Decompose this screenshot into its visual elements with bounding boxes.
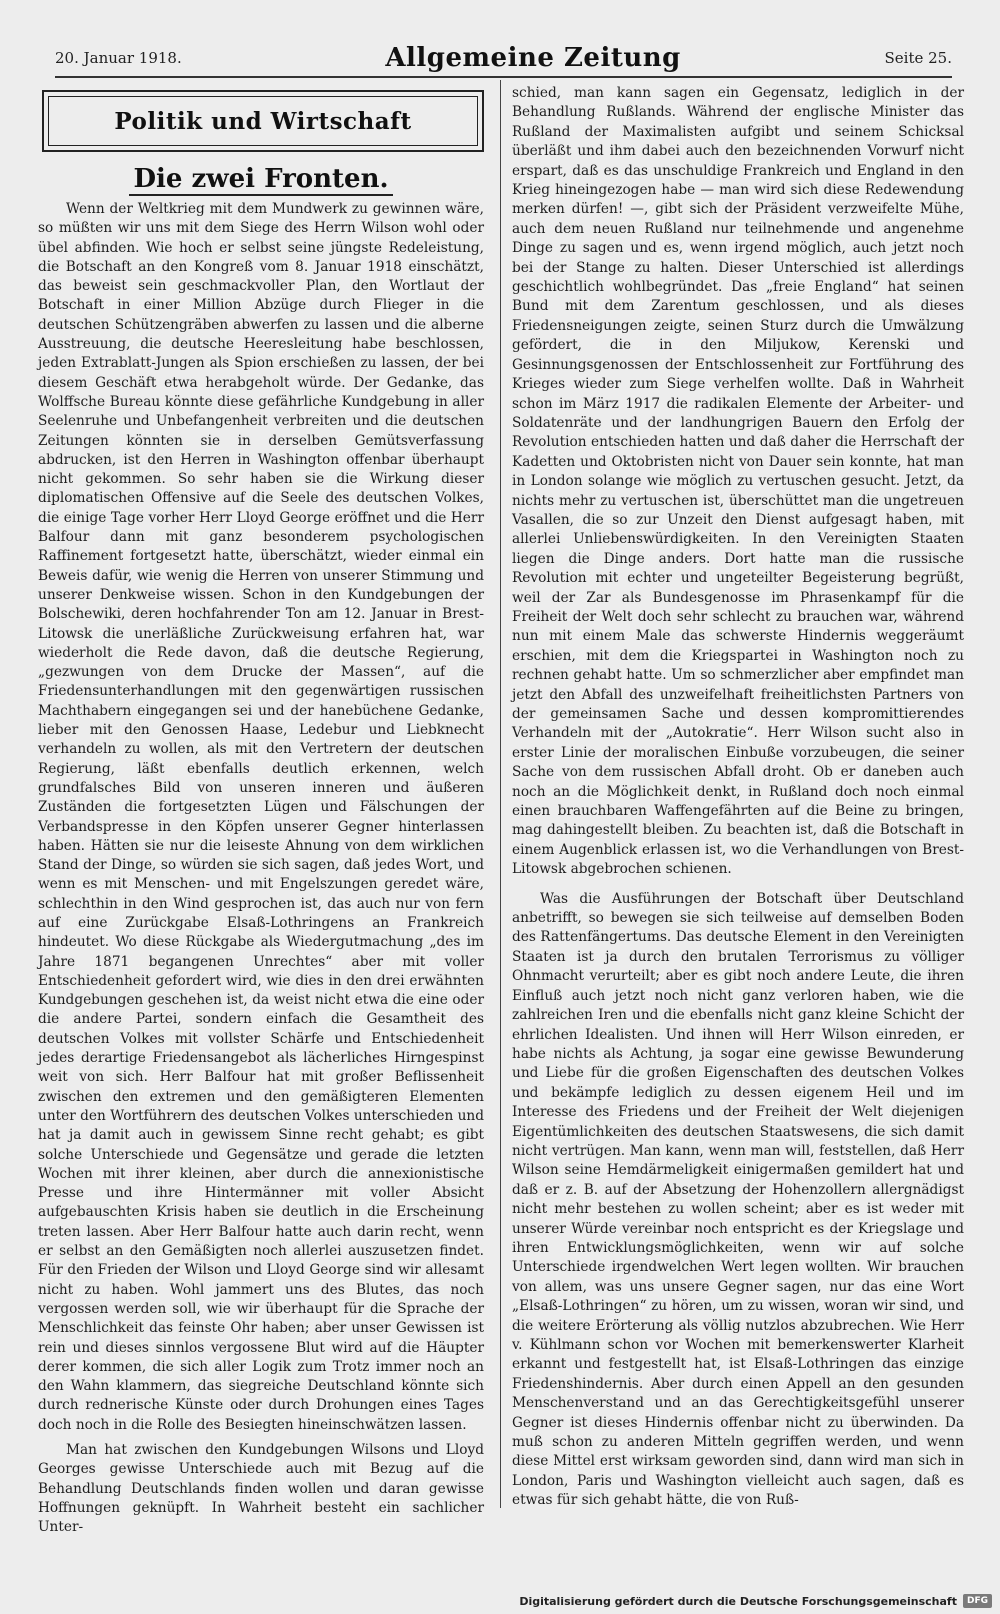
right-column xyxy=(512,84,964,1508)
left-column xyxy=(38,84,485,1536)
running-head xyxy=(55,40,952,78)
section-header-box xyxy=(42,90,484,152)
article-paragraph: Wenn der Weltkrieg mit dem Mundwerk zu gewinnen wäre, so müßten wir uns mit dem Siege des Herrn Wilson wohl oder übel abfinden. Wie hoch er selbst seine jüngste Redeleistung, die Botschaft an den Kongreß vom 8. Januar 1918 einschätzt, das beweist sein geschmackvoller Plan, den Wortlaut der Botschaft in einer Million Abzüge durch Flieger in die deutschen Schützengräben abwerfen zu lassen und die alberne Ausstreuung, die deutsche Heeresleitung habe beschlossen, jeden Extrablatt-Jungen als Spion erschießen zu lassen, der bei diesem Geschäft etwa herabgeholt würde. Der Gedanke, das Wolffsche Bureau könnte diese gefährliche Kundgebung in aller Seelenruhe und Unbefangenheit verbreiten und die deutschen Zeitungen könnten sie in derselben Gemütsverfassung abdrucken, ist den Herren in Washington offenbar überhaupt nicht gekommen. So sehr haben sie die Wirkung dieser diplomatischen Offensive auf die Seele des deutschen Volkes, die einige Tage vorher Herr Lloyd George eröffnet und die Herr Balfour dann mit ganz besonderem psychologischen Raffinement fortgesetzt hatte, überschätzt, wieder einmal ein Beweis dafür, wie wenig die Herren von unserer Stimmung und unserer Denkweise wissen. Schon in den Kundgebungen der Bolschewiki, deren hochfahrender Ton am 12. Januar in Brest-Litowsk die unerläßliche Zurückweisung erfahren hat, war wiederholt die Rede davon, daß die deutsche Regierung, „gezwungen von dem Drucke der Massen“, auf die Friedensunterhandlungen mit den gegenwärtigen russischen Machthabern eingegangen sei und der hanebüchene Gedanke, lieber mit den Genossen Haase, Ledebur und Liebknecht verhandeln zu wollen, als mit den Vertretern der deutschen Regierung, läßt ebenfalls deutlich erkennen, welch grundfalsches Bild von unseren inneren und äußeren Zuständen die fortgesetzten Lügen und Fälschungen der Verbandspresse in den Köpfen unserer Gegner hinterlassen haben. Hätten sie nur die leiseste Ahnung von dem wirklichen Stand der Dinge, so würden sie sich sagen, daß jedes Wort, und wenn es mit Menschen- und mit Engelszungen geredet wäre, schlechthin in den Wind gesprochen ist, das auch nur von fern auf eine Zurückgabe Elsaß-Lothringens an Frankreich hindeutet. Wo diese Rückgabe als Wiedergutmachung „des im Jahre 1871 begangenen Unrechtes“ aber mit voller Entschiedenheit gefordert wird, wie dies in den drei erwähnten Kundgebungen geschehen ist, da weist nicht etwa die eine oder die andere Partei, sondern einfach die Gesamtheit des deutschen Volkes mit vollster Schärfe und Entschiedenheit jedes derartige Friedensangebot als lächerliches Hirngespinst weit von sich. Herr Balfour hat mit großer Beflissenheit zwischen den extremen und den gemäßigteren Elementen unter den Wortführern des deutschen Volkes unterschieden und hat ja damit auch in gewissem Sinne recht gehabt; es gibt solche Unterschiede und Gegensätze und gerade die letzten Wochen mit ihrer kleinen, aber durch die annexionistische Presse und ihre Hintermänner mit voller Absicht aufgebauschten Krisis haben sie deutlich in die Erscheinung treten lassen. Aber Herr Balfour hatte auch darin recht, wenn er selbst an den Gemäßigten noch allerlei auszusetzen findet. Für den Frieden der Wilson und Lloyd George sind wir allesamt nicht zu haben. Wohl jammert uns des Blutes, das noch vergossen werden soll, wie wir überhaupt für die Sprache der Menschlichkeit das feinste Ohr haben; aber unser Gewissen ist rein und dieses sinnlos vergossene Blut wird auf die Häupter derer kommen, die sich aller Logik zum Trotz immer noch an den Wahn klammern, das siegreiche Deutschland könnte sich durch rednerische Künste oder durch Drohungen eines Tages doch noch in die Rolle des Besiegten hineinschwätzen lassen. xyxy=(38,201,485,1433)
digitization-footer xyxy=(0,1588,1000,1614)
article-title xyxy=(38,164,484,194)
article-paragraph: schied, man kann sagen ein Gegensatz, lediglich in der Behandlung Rußlands. Während der englische Minister das Rußland der Maximalisten aufgibt und seinem Schicksal überläßt und ihm dabei auch den bezeichnenden Vorwurf nicht erspart, daß es das unschuldige Frankreich und England in den Krieg hineingezogen habe — man wird sich diese Redewendung merken dürfen! —, gibt sich der Präsident verzweifelte Mühe, auch dem neuen Rußland nur teilnehmende und angenehme Dinge zu sagen und es, wenn irgend möglich, auch jetzt noch bei der Stange zu halten. Dieser Unterschied ist allerdings geschichtlich wohlbegründet. Das „freie England“ hat seinen Bund mit dem Zarentum geschlossen, und als dieses Friedensneigungen zeigte, seinen Sturz durch die Umwälzung gefördert, die in den Miljukow, Kerenski und Gesinnungsgenossen der Entschlossenheit zur Fortführung des Krieges wieder zum Siege verhelfen wollte. Daß in Wahrheit schon im März 1917 die radikalen Elemente der Arbeiter- und Soldatenräte und der landhungrigen Bauern den Erfolg der Revolution entschieden hatten und daß daher die Herrschaft der Kadetten und Oktobristen nicht von Dauer sein konnte, hat man in London solange wie möglich zu vertuschen gesucht. Jetzt, da nichts mehr zu vertuschen ist, überschüttet man die ungetreuen Vasallen, die so zur Unzeit den Dienst aufgesagt haben, mit allerlei Unliebenswürdigkeiten. In den Vereinigten Staaten liegen die Dinge anders. Dort hatte man die russische Revolution mit echter und ungeteilter Begeisterung begrüßt, weil der Zar als Bundesgenosse im Phrasenkampf für die Freiheit der Welt doch sehr schlecht zu brauchen war, während nun mit einem Male das schwerste Hindernis weggeräumt erschien, mit dem die Kriegspartei in Washington noch zu rechnen gehabt hatte. Um so schmerzlicher aber empfindet man jetzt den Abfall des unzweifelhaft freiheitlichsten Partners von der gemeinsamen Sache und dessen kompromittierendes Verhandeln mit der „Autokratie“. Herr Wilson sucht also in erster Linie der moralischen Einbuße vorzubeugen, die seiner Sache von dem russischen Abfall droht. Ob er daneben auch noch an die Möglichkeit denkt, in Rußland doch noch einmal einen brauchbaren Waffengefährten auf die Beine zu bringen, mag dahingestellt bleiben. Zu beachten ist, daß die Botschaft in einem Augenblick erlassen ist, wo die Verhandlungen von Brest-Litowsk abgebrochen schienen. xyxy=(512,85,964,878)
digitization-credit: Digitalisierung gefördert durch die Deutsche Forschungsgemeinschaft xyxy=(519,1594,957,1608)
page-number: Seite 25. xyxy=(884,49,952,67)
dfg-logo: DFG xyxy=(963,1594,992,1608)
article-title-text: Die zwei Fronten. xyxy=(129,164,392,196)
section-header-inner-frame xyxy=(48,96,478,146)
newspaper-title: Allgemeine Zeitung xyxy=(385,43,681,73)
article-paragraph: Man hat zwischen den Kundgebungen Wilsons und Lloyd Georges gewisse Unterschiede auch mit Bezug auf die Behandlung Deutschlands finden wollen und daran gewisse Hoffnungen geknüpft. In Wahrheit besteht ein sachlicher Unter- xyxy=(38,1442,484,1536)
column-divider xyxy=(500,80,501,1508)
issue-date: 20. Januar 1918. xyxy=(55,49,182,67)
article-paragraph: Was die Ausführungen der Botschaft über Deutschland anbetrifft, so bewegen sie sich teilweise auf demselben Boden des Rattenfängertums. Das deutsche Element in den Vereinigten Staaten ist ja durch den brutalen Terrorismus zu völliger Ohnmacht verurteilt; aber es gibt noch andere Leute, die ihren Einfluß auch jetzt noch nicht ganz verloren haben, wie die zahlreichen Iren und die ebenfalls nicht ganz kleine Schicht der ehrlichen Idealisten. Und ihnen will Herr Wilson einreden, er habe nichts als Achtung, ja sogar eine gewisse Bewunderung und Liebe für die großen Eigenschaften des deutschen Volkes und bekämpfe lediglich zu dessen eigenem Heil und im Interesse des Friedens und der Freiheit der Welt diejenigen Eigentümlichkeiten des deutschen Staatswesens, die sich damit nicht vertrügen. Man kann, wenn man will, feststellen, daß Herr Wilson seine Hemdärmeligkeit einigermaßen gemildert hat und daß er z. B. auf der Absetzung der Hohenzollern allergnädigst nicht mehr bestehen zu wollen scheint; aber es ist weder mit unserer Würde vereinbar noch entspricht es der Kriegslage und ihren Entwicklungsmöglichkeiten, wenn wir auf solche Unterschiede irgendwelchen Wert legen wollten. Wir brauchen von allem, was uns unsere Gegner sagen, nur das eine Wort „Elsaß-Lothringen“ zu hören, um zu wissen, woran wir sind, und die weitere Erörterung als völlig nutzlos abzubrechen. Wie Herr v. Kühlmann schon vor Wochen mit bemerkenswerter Klarheit erkannt und festgestellt hat, ist Elsaß-Lothringen das einzige Friedenshindernis. Aber durch einen Appell an den gesunden Menschenverstand und an das Gerechtigkeitsgefühl unserer Gegner ist dieses Hindernis offenbar nicht zu überwinden. Da muß schon zu anderen Mitteln gegriffen werden, und wenn diese Mittel erst wirksam geworden sind, dann wird man sich in London, Paris und Washington vielleicht auch sagen, daß es etwas für sich gehabt hätte, die von Ruß- xyxy=(512,890,964,1509)
section-title: Politik und Wirtschaft xyxy=(114,107,412,135)
